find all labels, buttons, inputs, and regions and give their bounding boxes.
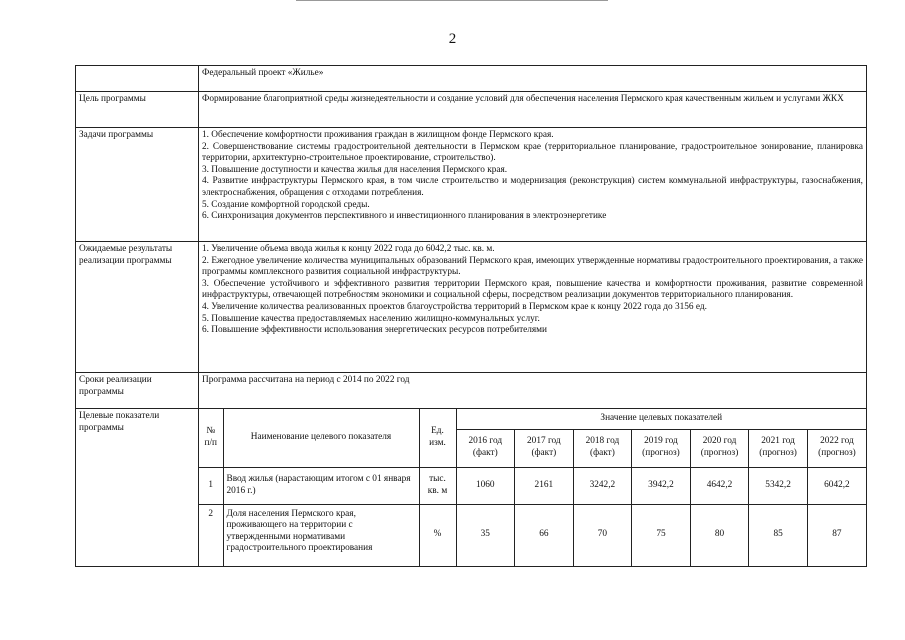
year-header: 2019 год (прогноз): [632, 429, 691, 467]
goal-label: Цель программы: [76, 92, 199, 128]
table-row: [199, 504, 866, 566]
federal-project-value: Федеральный проект «Жилье»: [199, 66, 867, 92]
row-results: [76, 242, 867, 373]
header-unit: Ед. изм.: [419, 409, 456, 467]
indicator-value: 66: [515, 504, 574, 566]
header-name: Наименование целевого показателя: [223, 409, 419, 467]
indicator-name: Ввод жилья (нарастающим итогом с 01 января 2016 г.): [223, 467, 419, 504]
terms-value: Программа рассчитана на период с 2014 по 2022 год: [199, 373, 867, 409]
indicator-value: 80: [690, 504, 749, 566]
indicator-value: 75: [632, 504, 691, 566]
result-item: 4. Увеличение количества реализованных проектов благоустройства территорий в Пермском крае к концу 2022 года до 3156 ед.: [202, 301, 707, 312]
row-federal-project: [76, 66, 867, 92]
result-item: 3. Обеспечение устойчивого и эффективного развития территории Пермского края, повышение качества и комфортности проживания, развитие современной инфраструктуры, отвечающей потребностям экономики и социальной сферы, посредством реализации документов территориального планирования.: [202, 278, 863, 301]
indicator-value: 87: [807, 504, 866, 566]
year-header: 2020 год (прогноз): [690, 429, 749, 467]
indicator-num: 2: [199, 504, 223, 566]
results-list: [199, 242, 867, 373]
row-goal: [76, 92, 867, 128]
year-header: 2016 год (факт): [456, 429, 515, 467]
indicator-num: 1: [199, 467, 223, 504]
indicator-value: 2161: [515, 467, 574, 504]
result-item: 1. Увеличение объема ввода жилья к концу 2022 года до 6042,2 тыс. кв. м.: [202, 244, 495, 254]
tasks-list: [199, 128, 867, 242]
task-item: 1. Обеспечение комфортности проживания граждан в жилищном фонде Пермского края.: [202, 130, 554, 140]
row-tasks: [76, 128, 867, 242]
task-item: 6. Синхронизация документов перспективного и инвестиционного планирования в электроэнергетике: [202, 211, 607, 222]
goal-value: Формирование благоприятной среды жизнедеятельности и создание условий для обеспечения населения Пермского края качественным жильем и услугами ЖКХ: [199, 92, 867, 128]
targets-header-row: [199, 409, 866, 429]
page-number: 2: [448, 31, 457, 47]
task-item: 4. Развитие инфраструктуры Пермского края, в том числе строительство и модернизация (реконструкция) систем коммунальной инфраструктуры, газоснабжения, электроснабжения, обращения с отходами потребления.: [202, 176, 863, 198]
indicator-value: 3942,2: [632, 467, 691, 504]
indicator-value: 1060: [456, 467, 515, 504]
year-header: 2018 год (факт): [573, 429, 632, 467]
result-item: 2. Ежегодное увеличение количества муниципальных образований Пермского края, имеющих утвержденные нормативы градостроительного проектирования, а также программы комплексного развития социальной инфраструктуры.: [202, 255, 863, 278]
result-item: 5. Повышение качества предоставляемых населению жилищно-коммунальных услуг.: [202, 313, 540, 324]
targets-table: [199, 409, 866, 566]
top-border-line: [296, 0, 608, 1]
year-header: 2017 год (факт): [515, 429, 574, 467]
year-header: 2022 год (прогноз): [807, 429, 866, 467]
results-label: Ожидаемые результаты реализации программы: [76, 242, 199, 373]
indicator-value: 35: [456, 504, 515, 566]
targets-cell: [199, 409, 867, 567]
passport-table: [75, 65, 867, 567]
indicator-value: 70: [573, 504, 632, 566]
indicator-value: 3242,2: [573, 467, 632, 504]
task-item: 2. Совершенствование системы градостроительной деятельности в Пермском крае (территориальное планирование, градостроительное зонирование, планировка территории, архитектурно-строительное проектирование, строительство).: [202, 141, 863, 164]
targets-label: Целевые показатели программы: [76, 409, 199, 567]
task-item: 3. Повышение доступности и качества жилья для населения Пермского края.: [202, 164, 508, 175]
indicator-value: 85: [749, 504, 808, 566]
table-row: [199, 467, 866, 504]
year-header: 2021 год (прогноз): [749, 429, 808, 467]
result-item: 6. Повышение эффективности использования энергетических ресурсов потребителями: [202, 325, 548, 336]
terms-label: Сроки реализации программы: [76, 373, 199, 409]
indicator-value: 6042,2: [807, 467, 866, 504]
header-values: Значение целевых показателей: [456, 409, 866, 429]
indicator-name: Доля населения Пермского края, проживающего на территории с утвержденными нормативами градостроительного проектирования: [223, 504, 419, 566]
indicator-value: 4642,2: [690, 467, 749, 504]
federal-project-label: [76, 66, 199, 92]
task-item: 5. Создание комфортной городской среды.: [202, 199, 370, 210]
header-num: № п/п: [199, 409, 223, 467]
row-targets: [76, 409, 867, 567]
indicator-unit: %: [419, 504, 456, 566]
row-terms: [76, 373, 867, 409]
tasks-label: Задачи программы: [76, 128, 199, 242]
indicator-unit: тыс. кв. м: [419, 467, 456, 504]
indicator-value: 5342,2: [749, 467, 808, 504]
